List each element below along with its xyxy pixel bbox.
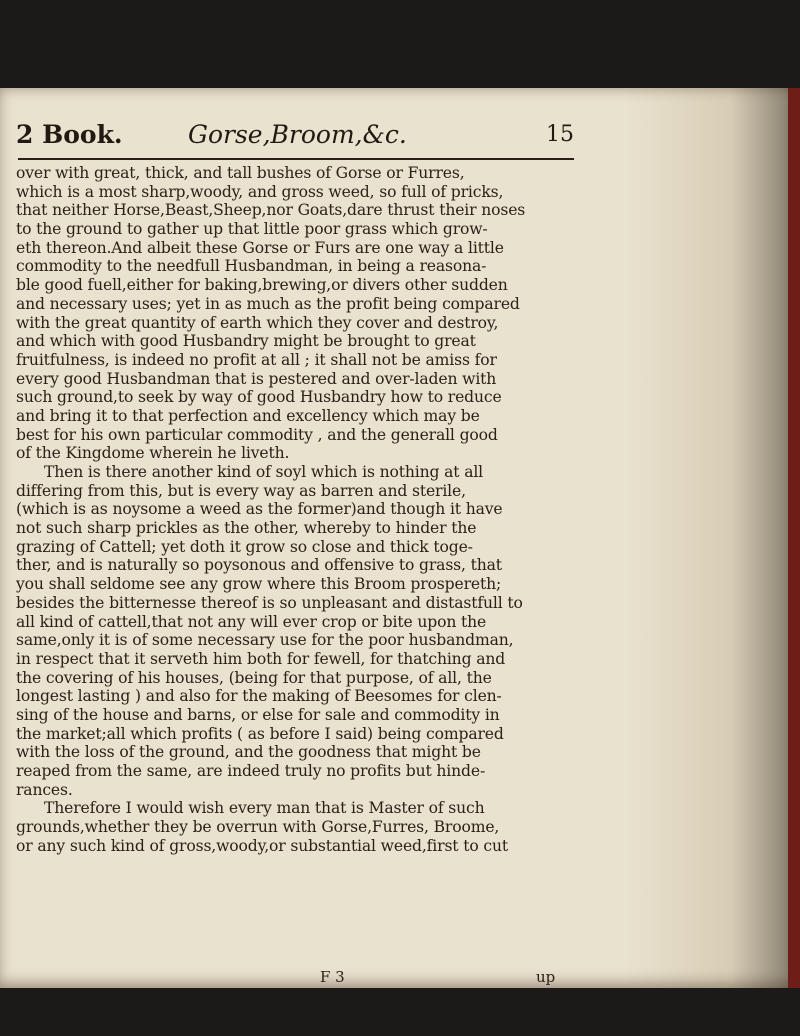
signature-mark: F 3 [320,968,345,986]
text-line: grounds,whether they be overrun with Gorse,Furres, Broome, [16,818,500,837]
text-line: eth thereon.And albeit these Gorse or Furs are one way a little [16,238,504,257]
book-label: 2 Book. [16,120,123,149]
text-line: to the ground to gather up that little poor grass which grow- [16,220,488,239]
spine-shadow [625,88,800,988]
text-line: of the Kingdome wherein he liveth. [16,444,290,463]
text-line: longest lasting ) and also for the making of Beesomes for clen- [16,687,502,706]
text-line: fruitfulness, is indeed no profit at all ; it shall not be amiss for [16,350,497,369]
text-line: with the great quantity of earth which they cover and destroy, [16,313,499,332]
text-line: the covering of his houses, (being for that purpose, of all, the [16,668,492,687]
text-line: rances. [16,780,73,799]
page-edge [788,88,800,988]
text-line: in respect that it serveth him both for fewell, for thatching and [16,649,506,668]
text-line: besides the bitternesse thereof is so unpleasant and distastfull to [16,593,523,612]
text-line: same,only it is of some necessary use for the poor husbandman, [16,631,514,650]
text-line: which is a most sharp,woody, and gross weed, so full of pricks, [16,182,504,201]
text-line: with the loss of the ground, and the goodness that might be [16,743,481,762]
text-body [16,164,576,855]
text-line: and bring it to that perfection and excellency which may be [16,406,480,425]
text-line: Therefore I would wish every man that is Master of such [44,799,485,818]
text-line: that neither Horse,Beast,Sheep,nor Goats,dare thrust their noses [16,201,526,220]
text-line: every good Husbandman that is pestered and over-laden with [16,369,497,388]
text-line: or any such kind of gross,woody,or substantial weed,first to cut [16,836,508,855]
text-line: commodity to the needfull Husbandman, in being a reasona- [16,257,487,276]
text-line: and which with good Husbandry might be brought to great [16,332,476,351]
text-line: not such sharp prickles as the other, whereby to hinder the [16,519,477,538]
text-line: best for his own particular commodity , and the generall good [16,425,498,444]
text-line: grazing of Cattell; yet doth it grow so close and thick toge- [16,537,473,556]
book-page [0,88,800,988]
text-line: you shall seldome see any grow where this Broom prospereth; [16,575,502,594]
running-header [16,120,574,154]
text-line: all kind of cattell,that not any will ever crop or bite upon the [16,612,487,631]
text-line: ther, and is naturally so poysonous and offensive to grass, that [16,556,502,575]
text-line: (which is as noysome a weed as the former)and though it have [16,500,503,519]
catchword: up [536,968,556,986]
text-line: and necessary uses; yet in as much as the profit being compared [16,294,520,313]
text-line: the market;all which profits ( as before I said) being compared [16,724,504,743]
text-line: ble good fuell,either for baking,brewing,or divers other sudden [16,276,508,295]
text-line: over with great, thick, and tall bushes of Gorse or Furres, [16,164,465,182]
page-number: 15 [546,122,574,147]
text-line: differing from this, but is every way as barren and sterile, [16,481,466,500]
running-title: Gorse,Broom,&c. [188,120,407,149]
text-line: Then is there another kind of soyl which is nothing at all [44,463,484,481]
text-line: sing of the house and barns, or else for sale and commodity in [16,705,500,724]
header-rule [18,158,574,160]
text-line: such ground,to seek by way of good Husbandry how to reduce [16,388,502,407]
text-line: reaped from the same, are indeed truly no profits but hinde- [16,762,486,780]
